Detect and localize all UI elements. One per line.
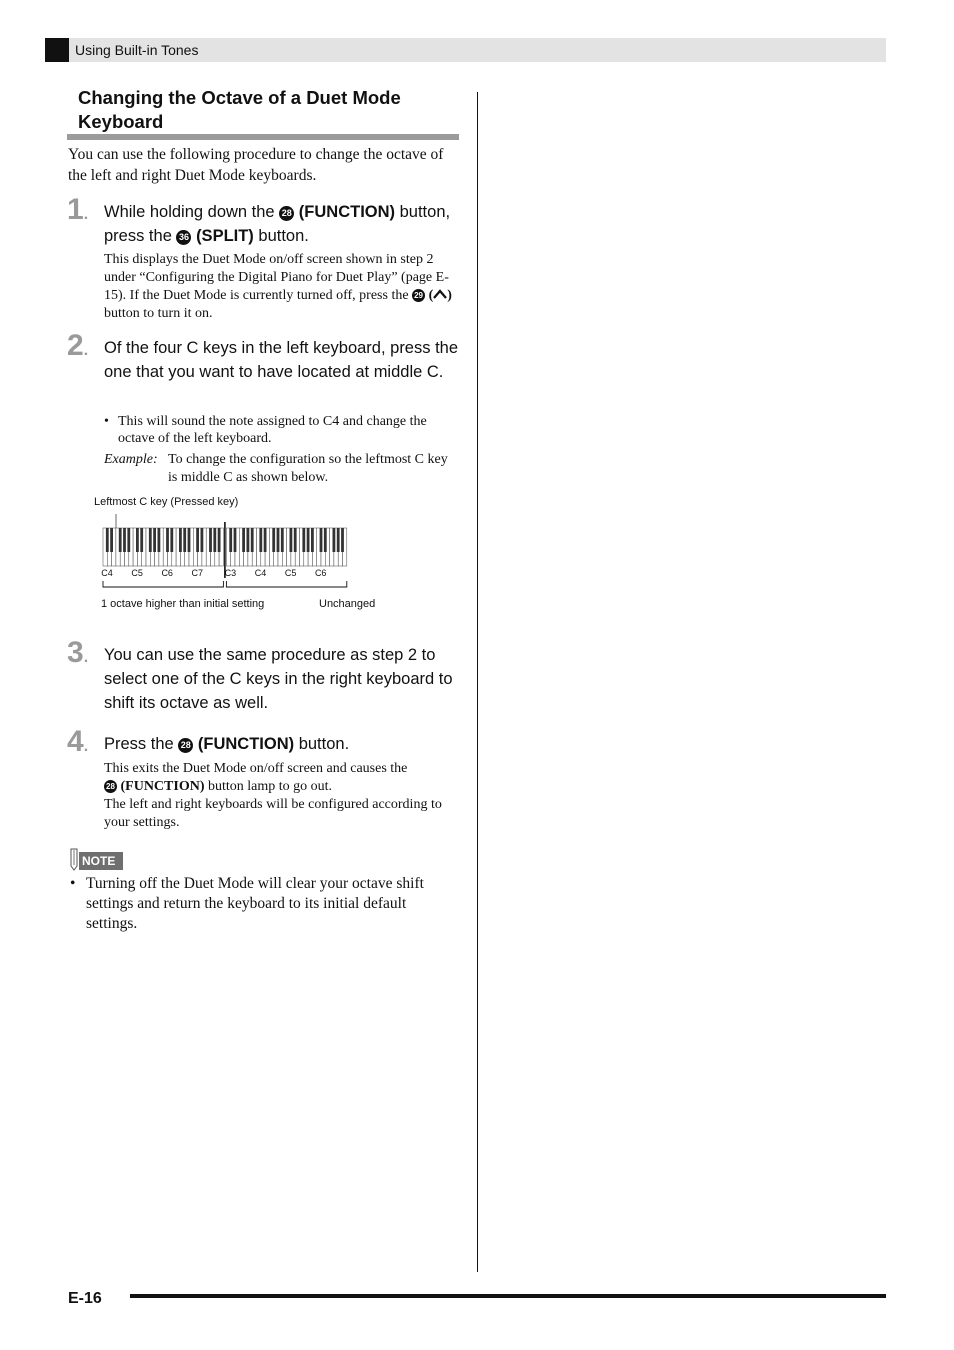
example-text: To change the configuration so the leftmost C key is middle C as shown below. [168,452,448,485]
button-28-icon: 28 [178,738,193,753]
button-36-icon: 36 [176,230,191,245]
button-29-icon: 29 [412,289,425,302]
right-keyboard-caption: Unchanged [319,598,376,610]
right-range-bracket [226,581,346,587]
footer-rule [130,1294,886,1298]
step-number: 4 [67,725,84,758]
step-number-2 [67,331,88,366]
bullet-mark: • [70,875,76,892]
right-black-key [259,528,262,552]
bullet-mark: • [104,414,109,429]
step-number: 2 [67,329,84,362]
function-button-name: (FUNCTION) [298,203,396,221]
example-label: Example: [104,452,158,467]
left-black-key [209,528,212,552]
step-dot: . [83,206,89,223]
intro-paragraph: You can use the following procedure to change the octave of the left and right Duet Mode keyboards. [68,146,444,184]
step-2-bullet [104,413,460,447]
paren-open: ( [428,288,434,303]
left-black-key [149,528,152,552]
right-c-key-label: C4 [254,568,267,578]
step-text: Press the [104,735,179,753]
right-black-key [272,528,275,552]
step-3-instruction: You can use the same procedure as step 2 to select one of the C keys in the right keyboard to shift its octave as well. [104,646,453,712]
step-body-text: button lamp to go out. [204,779,333,794]
step-number: 3 [67,636,84,669]
page-number: E-16 [68,1290,102,1307]
right-black-key [264,528,267,552]
right-black-key [311,528,314,552]
right-black-key [247,528,250,552]
right-black-key [307,528,310,552]
right-c-key-label: C5 [284,568,297,578]
left-black-key [153,528,156,552]
step-body-text: button to turn it on. [104,306,213,321]
step-text: button, press the [104,203,451,245]
left-black-key [179,528,182,552]
left-c-key-label: C6 [161,568,173,578]
note-label: NOTE [82,854,116,868]
left-black-key [166,528,169,552]
running-header [45,38,886,62]
step-text: While holding down the [104,203,280,221]
left-black-key [158,528,161,552]
left-range-bracket [103,581,223,587]
note-icon [68,847,124,871]
right-black-key [333,528,336,552]
split-button-name: (SPLIT) [196,227,254,245]
left-c-key-label: C5 [131,568,143,578]
right-black-key [251,528,254,552]
step-body-text: The left and right keyboards will be configured according to your settings. [104,797,442,830]
right-c-key-label: C3 [224,568,237,578]
header-marker [45,38,69,62]
right-black-key [341,528,344,552]
bullet-text: This will sound the note assigned to C4 and change the octave of the left keyboard. [118,414,427,446]
left-black-key [127,528,130,552]
step-2-instruction: Of the four C keys in the left keyboard, press the one that you want to have located at middle C. [104,339,459,381]
left-c-key-label: C4 [101,568,113,578]
right-black-key [324,528,327,552]
note-text: Turning off the Duet Mode will clear your octave shift settings and return the keyboard to its initial default settings. [86,875,424,932]
right-black-key [281,528,284,552]
header-section-title: Using Built-in Tones [75,42,199,58]
pressed-key-caption: Leftmost C key (Pressed key) [94,496,239,508]
step-4-instruction [104,732,462,756]
paren-close: ) [447,288,452,303]
step-number: 1 [67,193,84,226]
right-black-key [234,528,237,552]
note-item [70,874,450,934]
left-black-key [140,528,143,552]
button-28-icon: 28 [279,206,294,221]
left-black-key [201,528,204,552]
right-black-key [294,528,297,552]
left-black-key [106,528,109,552]
step-4-body [104,760,460,832]
left-black-key [136,528,139,552]
step-body-text: This displays the Duet Mode on/off screen shown in step 2 under “Configuring the Digital Piano for Duet Play” (page E-15). If the Duet Mode is currently turned off, press the [104,252,449,303]
step-body-text: This exits the Duet Mode on/off screen and causes the [104,761,408,776]
step-1-body [104,251,460,323]
step-text: button. [253,227,309,245]
step-dot: . [83,342,89,359]
left-c-key-label: C7 [191,568,204,578]
right-black-key [320,528,323,552]
right-c-key-label: C6 [314,568,327,578]
left-black-key [110,528,113,552]
step-number-3 [67,638,88,673]
up-arrow-icon [433,289,447,299]
right-black-key [242,528,245,552]
left-black-key [183,528,186,552]
right-black-key [302,528,305,552]
right-black-key [337,528,340,552]
step-dot: . [83,738,89,755]
right-black-key [277,528,280,552]
function-button-name: (FUNCTION) [120,779,205,794]
button-28-icon: 28 [104,780,117,793]
left-black-key [196,528,199,552]
left-black-key [218,528,221,552]
step-number-4 [67,727,88,762]
step-text: button. [294,735,350,753]
left-black-key [119,528,122,552]
keyboard-diagram [90,492,440,622]
example-block [104,451,460,487]
left-black-key [213,528,216,552]
left-black-key [188,528,191,552]
step-1-instruction [104,200,462,248]
step-dot: . [83,649,89,666]
left-black-key [123,528,126,552]
right-black-key [229,528,232,552]
function-button-name: (FUNCTION) [197,735,295,753]
section-title: Changing the Octave of a Duet Mode Keyboard [78,87,401,132]
left-keyboard-caption: 1 octave higher than initial setting [101,598,265,610]
left-black-key [170,528,173,552]
step-number-1 [67,195,88,230]
title-underline [67,134,459,140]
right-black-key [290,528,293,552]
column-divider [477,92,478,1272]
